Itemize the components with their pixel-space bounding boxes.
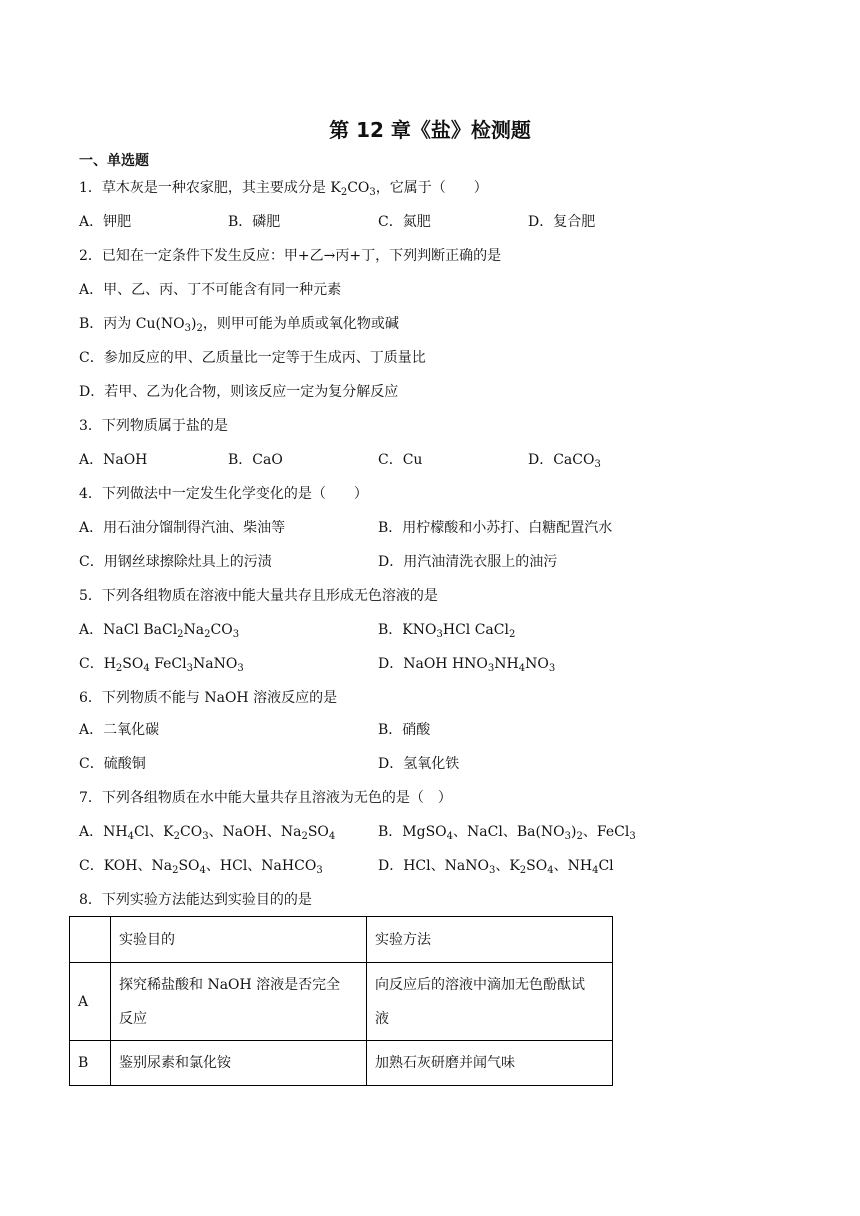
question-6-option-c: C．硫酸铜 <box>79 756 146 772</box>
question-8-table <box>69 916 613 1086</box>
question-6-option-a: A．二氧化碳 <box>79 722 160 738</box>
question-7-option-d: D．HCl、NaNO$_3$、$K_2SO_4$、$NH_4Cl$ <box>378 858 614 876</box>
question-7-option-c: C．KOH、$Na_2SO_4$、HCl、NaHCO$_3$ <box>79 858 323 876</box>
question-1-option-b: B．磷肥 <box>228 214 281 230</box>
question-7-option-a: A．$NH_4Cl$、$K_2CO_3$、NaOH、$Na_2SO_4$ <box>79 824 336 842</box>
page-title: 第 12 章《盐》检测题 <box>329 118 531 142</box>
question-1-option-c: C．氮肥 <box>378 214 431 230</box>
table-row <box>70 1041 613 1086</box>
question-1-option-a: A．钾肥 <box>79 214 132 230</box>
question-7-option-b: B．MgSO$_4$、NaCl、$Ba(NO_3)_2$、FeCl$_3$ <box>378 824 636 842</box>
table-cell: 向反应后的溶液中滴加无色酚酞试 液 <box>367 963 613 1041</box>
question-3-option-b: B．CaO <box>228 452 283 468</box>
question-2-option-b: B．丙为 $Cu(NO_3)_2$，则甲可能为单质或氧化物或碱 <box>79 316 399 334</box>
question-5-option-a: A．NaCl $BaCl_2Na_2CO_3$ <box>79 622 240 640</box>
question-4-option-b: B．用柠檬酸和小苏打、白糖配置汽水 <box>378 520 613 536</box>
table-header-cell: 实验目的 <box>111 917 367 963</box>
table-cell: A <box>70 963 111 1041</box>
section-heading: 一、单选题 <box>79 153 149 169</box>
question-2-option-c: C．参加反应的甲、乙质量比一定等于生成丙、丁质量比 <box>79 350 426 366</box>
question-3-option-a: A．NaOH <box>79 452 148 468</box>
question-4-option-c: C．用钢丝球擦除灶具上的污渍 <box>79 554 272 570</box>
question-6-stem: 6．下列物质不能与 NaOH 溶液反应的是 <box>79 690 338 706</box>
table-cell: 加熟石灰研磨并闻气味 <box>367 1041 613 1086</box>
table-header-cell: 实验方法 <box>367 917 613 963</box>
question-3-option-d: D．CaCO$_3$ <box>528 452 601 470</box>
question-3-option-c: C．Cu <box>378 452 423 468</box>
question-1-stem: 1．草木灰是一种农家肥，其主要成分是 $K_2CO_3$，它属于（ ） <box>79 180 488 198</box>
table-row <box>70 963 613 1041</box>
question-2-option-a: A．甲、乙、丙、丁不可能含有同一种元素 <box>79 282 342 298</box>
table-cell: B <box>70 1041 111 1086</box>
question-4-option-a: A．用石油分馏制得汽油、柴油等 <box>79 520 286 536</box>
question-5-option-b: B．$KNO_3HCl$ CaCl$_2$ <box>378 622 516 640</box>
question-4-stem: 4．下列做法中一定发生化学变化的是（ ） <box>79 486 368 502</box>
question-6-option-d: D．氢氧化铁 <box>378 756 460 772</box>
table-cell: 鉴别尿素和氯化铵 <box>111 1041 367 1086</box>
question-4-option-d: D．用汽油清洗衣服上的油污 <box>378 554 558 570</box>
table-header-cell <box>70 917 111 963</box>
question-8-stem: 8．下列实验方法能达到实验目的的是 <box>79 892 312 908</box>
question-7-stem: 7．下列各组物质在水中能大量共存且溶液为无色的是（ ） <box>79 790 452 806</box>
question-5-option-c: C．$H_2SO_4$ FeCl$_3$NaNO$_3$ <box>79 656 244 674</box>
question-6-option-b: B．硝酸 <box>378 722 431 738</box>
question-1-option-d: D．复合肥 <box>528 214 596 230</box>
question-2-option-d: D．若甲、乙为化合物，则该反应一定为复分解反应 <box>79 384 399 400</box>
question-3-stem: 3．下列物质属于盐的是 <box>79 418 228 434</box>
table-cell: 探究稀盐酸和 NaOH 溶液是否完全 反应 <box>111 963 367 1041</box>
table-header-row <box>70 917 613 963</box>
question-2-stem: 2．已知在一定条件下发生反应：甲+乙→丙+丁，下列判断正确的是 <box>79 248 502 264</box>
question-5-option-d: D．NaOH $HNO_3NH_4NO_3$ <box>378 656 556 674</box>
question-5-stem: 5．下列各组物质在溶液中能大量共存且形成无色溶液的是 <box>79 588 438 604</box>
